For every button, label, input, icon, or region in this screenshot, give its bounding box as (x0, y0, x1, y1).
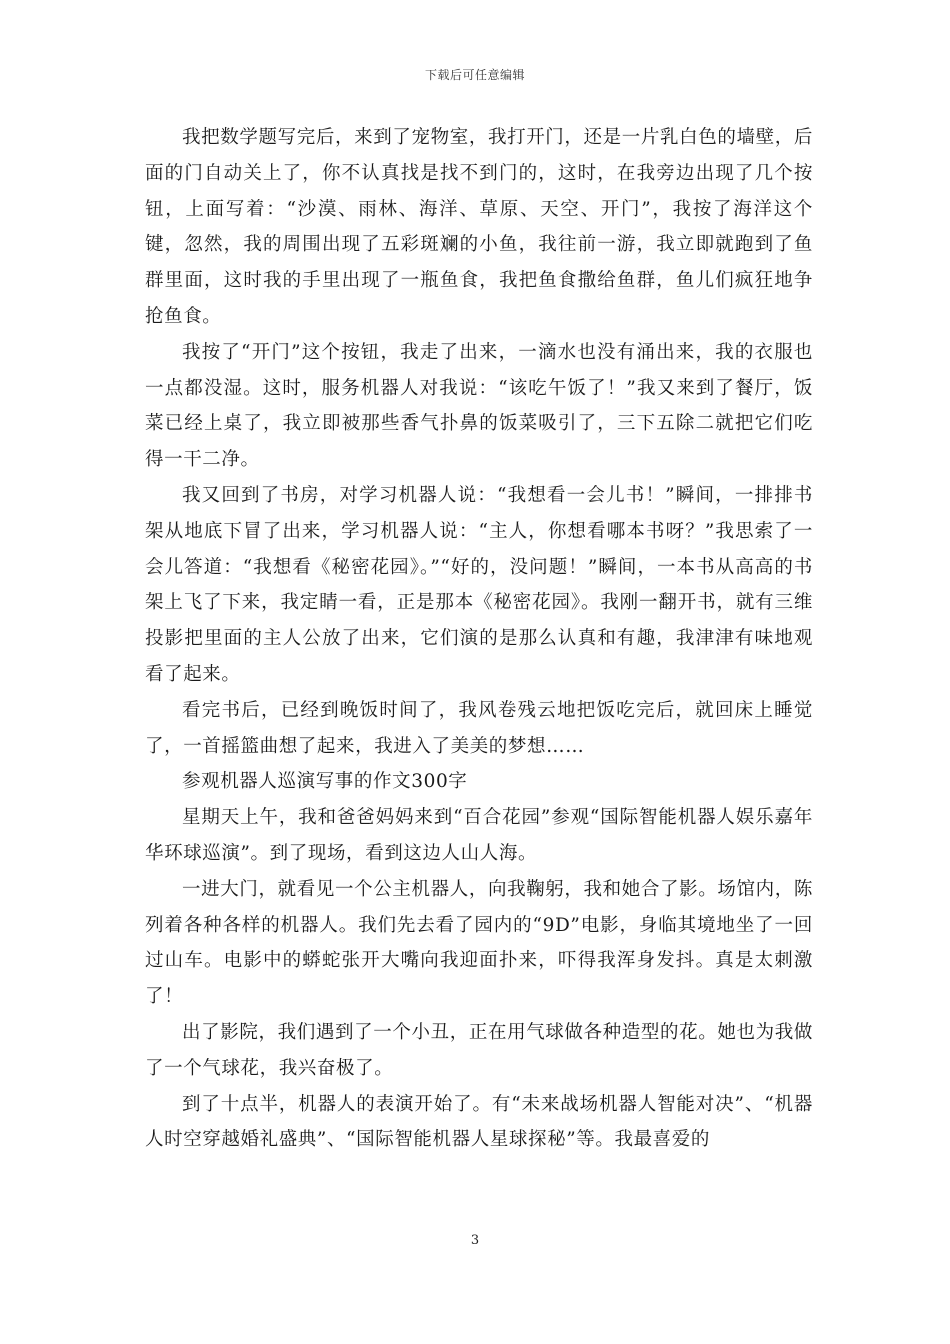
paragraph: 出了影院，我们遇到了一个小丑，正在用气球做各种造型的花。她也为我做了一个气球花，我兴奋极了。 (145, 1021, 813, 1079)
paragraph: 我按了“开门”这个按钮，我走了出来，一滴水也没有涌出来，我的衣服也一点都没湿。这时，服务机器人对我说：“该吃午饭了！”我又来到了餐厅，饭菜已经上桌了，我立即被那些香气扑鼻的饭菜吸引了，三下五除二就把它们吃得一干二净。 (145, 341, 813, 471)
paragraph: 我又回到了书房，对学习机器人说：“我想看一会儿书！”瞬间，一排排书架从地底下冒了出来，学习机器人说：“主人，你想看哪本书呀？”我思索了一会儿答道：“我想看《秘密花园》。”“好的，没问题！”瞬间，一本书从高高的书架上飞了下来，我定睛一看，正是那本《秘密花园》。我刚一翻开书，就有三维投影把里面的主人公放了出来，它们演的是那么认真和有趣，我津津有味地观看了起来。 (145, 484, 813, 685)
page-number: 3 (470, 1233, 480, 1248)
section-title: 参观机器人巡演写事的作文300字 (182, 771, 468, 793)
paragraph: 星期天上午，我和爸爸妈妈来到“百合花园”参观“国际智能机器人娱乐嘉年华环球巡演”。到了现场，看到这边人山人海。 (145, 807, 813, 864)
document-body (145, 120, 813, 1158)
paragraph: 我把数学题写完后，来到了宠物室，我打开门，还是一片乳白色的墙壁，后面的门自动关上了，你不认真找是找不到门的，这时，在我旁边出现了几个按钮，上面写着：“沙漠、雨林、海洋、草原、天空、开门”，我按了海洋这个键，忽然，我的周围出现了五彩斑斓的小鱼，我往前一游，我立即就跑到了鱼群里面，这时我的手里出现了一瓶鱼食，我把鱼食撒给鱼群，鱼儿们疯狂地争抢鱼食。 (145, 127, 813, 327)
page-header: 下载后可任意编辑 (424, 68, 525, 82)
paragraph: 到了十点半，机器人的表演开始了。有“未来战场机器人智能对决”、“机器人时空穿越婚礼盛典”、“国际智能机器人星球探秘”等。我最喜爱的 (145, 1093, 813, 1151)
paragraph: 看完书后，已经到晚饭时间了，我风卷残云地把饭吃完后，就回床上睡觉了，一首摇篮曲想了起来，我进入了美美的梦想…… (145, 699, 813, 757)
paragraph: 一进大门，就看见一个公主机器人，向我鞠躬，我和她合了影。场馆内，陈列着各种各样的机器人。我们先去看了园内的“9D”电影，身临其境地坐了一回过山车。电影中的蟒蛇张开大嘴向我迎面扑来，吓得我浑身发抖。真是太刺激了！ (145, 878, 813, 1008)
